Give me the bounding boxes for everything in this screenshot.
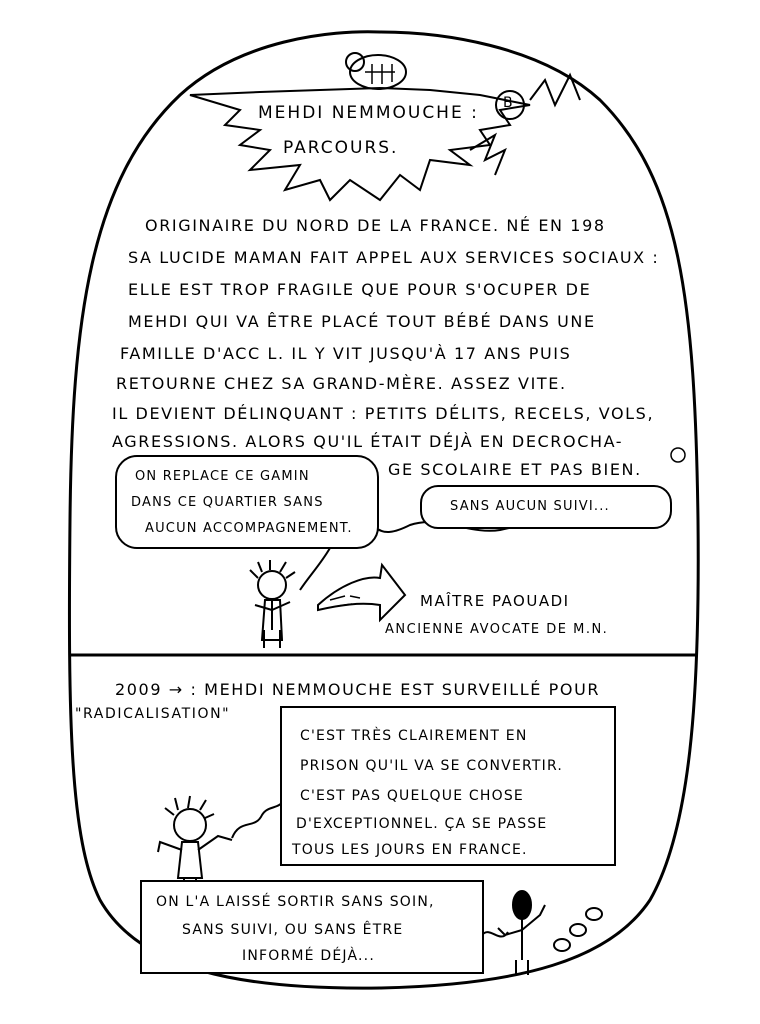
figure-dark-icon [498, 891, 545, 975]
quote-line: TOUS LES JOURS EN FRANCE. [292, 842, 528, 858]
quote-word: "RADICALISATION" [75, 706, 231, 722]
quote-line: C'EST PAS QUELQUE CHOSE [300, 788, 524, 804]
year-line: 2009 → : MEHDI NEMMOUCHE EST SURVEILLÉ POUR [115, 680, 601, 699]
bubble-right-text: SANS AUCUN SUIVI... [450, 499, 610, 514]
bubble-left-line: DANS CE QUARTIER SANS [131, 495, 324, 510]
narrative-line: SA LUCIDE MAMAN FAIT APPEL AUX SERVICES SOCIAUX : [128, 248, 660, 267]
narrative-line: ELLE EST TROP FRAGILE QUE POUR S'OCUPER DE [128, 280, 592, 299]
narrative-line: IL DEVIENT DÉLINQUANT : PETITS DÉLITS, RECELS, VOLS, [112, 404, 655, 423]
doodle-icon [346, 53, 406, 89]
bottom-line: INFORMÉ DÉJÀ... [242, 948, 375, 964]
bottom-caption-box [140, 880, 484, 974]
figure-lawyer-icon [250, 560, 295, 648]
page-subtitle: PARCOURS. [283, 138, 399, 158]
bubble-left-line: ON REPLACE CE GAMIN [135, 469, 310, 484]
arrow-icon [318, 565, 405, 620]
quote-line: C'EST TRÈS CLAIREMENT EN [300, 728, 528, 744]
narrative-line: GE SCOLAIRE ET PAS BIEN. [388, 460, 642, 479]
narrative-line: RETOURNE CHEZ SA GRAND-MÈRE. ASSEZ VITE. [116, 374, 567, 393]
bottom-line: ON L'A LAISSÉ SORTIR SANS SOIN, [156, 894, 435, 910]
speaker-name: MAÎTRE PAOUADI [420, 592, 570, 610]
thought-bubbles-icon [554, 908, 602, 951]
narrative-line: FAMILLE D'ACC L. IL Y VIT JUSQU'À 17 ANS PUIS [120, 344, 572, 363]
narrative-line: AGRESSIONS. ALORS QU'IL ÉTAIT DÉJÀ EN DECROCHA- [112, 432, 624, 451]
speech-bubble-right [420, 485, 672, 529]
bubble-left-line: AUCUN ACCOMPAGNEMENT. [145, 521, 353, 536]
speaker-role: ANCIENNE AVOCATE DE M.N. [385, 622, 609, 637]
quote-line: D'EXCEPTIONNEL. ÇA SE PASSE [296, 816, 548, 832]
narrative-line: ORIGINAIRE DU NORD DE LA FRANCE. NÉ EN 198 [145, 216, 606, 235]
quote-box [280, 706, 616, 866]
speech-bubble-left [115, 455, 379, 549]
page-title: MEHDI NEMMOUCHE : [258, 103, 479, 123]
narrative-line: MEHDI QUI VA ÊTRE PLACÉ TOUT BÉBÉ DANS UNE [128, 312, 596, 331]
title-badge: B [503, 95, 514, 111]
bottom-line: SANS SUIVI, OU SANS ÊTRE [182, 922, 404, 938]
quote-line: PRISON QU'IL VA SE CONVERTIR. [300, 758, 564, 774]
